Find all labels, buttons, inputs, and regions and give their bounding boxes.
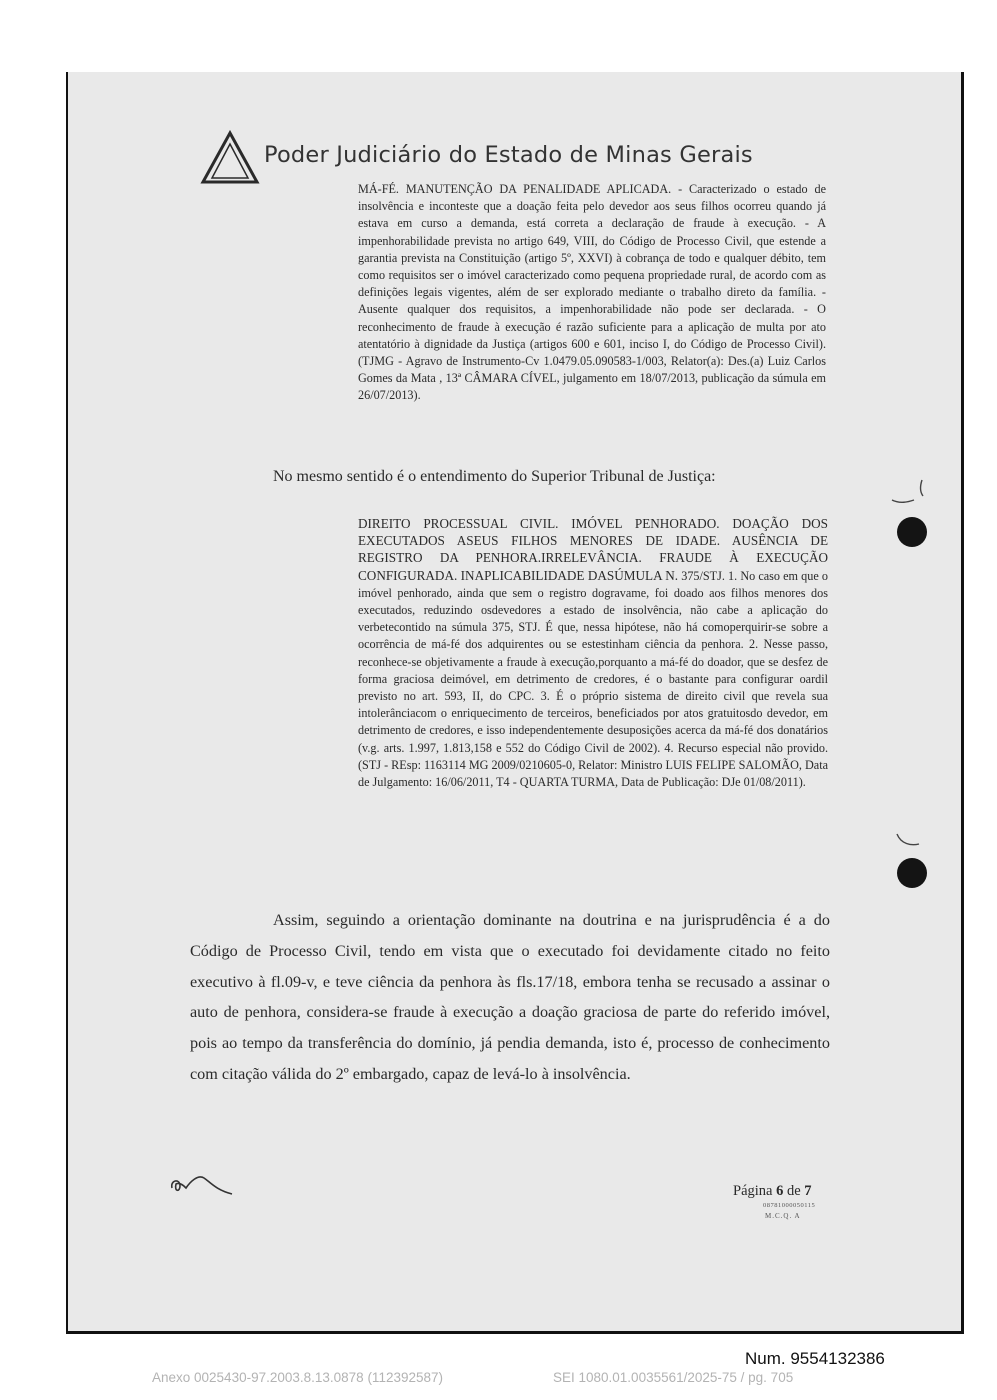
lead-sentence: No mesmo sentido é o entendimento do Superior Tribunal de Justiça: bbox=[273, 468, 716, 485]
page-prefix: Página bbox=[733, 1183, 777, 1199]
page-number bbox=[733, 1183, 812, 1200]
punch-hole-top bbox=[897, 517, 927, 547]
page-current: 6 bbox=[776, 1183, 784, 1199]
court-name: Poder Judiciário do Estado de Minas Gerais bbox=[264, 142, 753, 168]
reference-initials: M.C.Q. A bbox=[765, 1212, 801, 1220]
quote-heading: DIREITO PROCESSUAL CIVIL. IMÓVEL PENHORADO. DOAÇÃO DOS EXECUTADOS ASEUS FILHOS MENORES DE IDADE. AUSÊNCIA DE REGISTRO DA PENHORA.IRRELEVÂNCIA. FRAUDE À EXECUÇÃO CONFIGURADA. INAPLICABILIDADE DASÚMULA N. bbox=[358, 516, 828, 583]
page-total: 7 bbox=[804, 1183, 812, 1199]
margin-mark-icon bbox=[890, 478, 930, 508]
signature-icon bbox=[168, 1168, 238, 1198]
punch-hole-bottom bbox=[897, 858, 927, 888]
quote-body: 375/STJ. 1. No caso em que o imóvel penhorado, ainda que sem o registro dogravame, foi doado aos filhos menores dos executados, reduzindo osdevedores a estado de insolvência, não cabe a aplicação do verbetecontido na súmula 375, STJ. É que, nessa hipótese, não há comoperquirir-se sobre a ocorrência de má-fé dos adquirentes ou se estestinham ciência da penhora. 2. Nesse passo, reconhece-se objetivamente a fraude à execução,porquanto a má-fé do doador, que se desfez de forma graciosa deimóvel, em detrimento de credores, é o bastante para configurar oardil previsto no art. 593, II, do CPC. 3. É o próprio sistema de direito civil que revela sua intolerânciacom o enriquecimento de terceiros, beneficiados por atos gratuitosdo devedor, em detrimento de credores, e isso independentemente desuposições acerca da má-fé dos donatários (v.g. arts. 1.997, 1.813,158 e 552 do Código Civil de 2002). 4. Recurso especial não provido. (STJ - REsp: 1163114 MG 2009/0210605-0, Relator: Ministro LUIS FELIPE SALOMÃO, Data de Julgamento: 16/06/2011, T4 - QUARTA TURMA, Data de Publicação: DJe 01/08/2011). bbox=[358, 568, 829, 790]
reference-code: 08781000050115 bbox=[763, 1202, 816, 1209]
margin-mark-icon bbox=[895, 828, 925, 850]
page-middle: de bbox=[783, 1183, 805, 1199]
main-paragraph: Assim, seguindo a orientação dominante na doutrina e na jurisprudência é a do Código de Processo Civil, tendo em vista que o executado foi devidamente citado no feito executivo à fl.09-v, e teve ciência da penhora às fls.17/18, embora tenha se recusado a assinar o auto de penhora, considera-se fraude à execução a doação graciosa de parte do referido imóvel, pois ao tempo da transferência do domínio, já pendia demanda, isto é, processo de conhecimento com citação válida do 2º embargado, capaz de levá-lo à insolvência. bbox=[190, 911, 830, 1083]
footer-attachment: Anexo 0025430-97.2003.8.13.0878 (112392587) bbox=[152, 1370, 444, 1385]
document-number: Num. 9554132386 bbox=[745, 1349, 885, 1368]
court-triangle-logo-icon bbox=[200, 130, 260, 185]
footer-sei-reference: SEI 1080.01.0035561/2025-75 / pg. 705 bbox=[553, 1370, 794, 1385]
jurisprudence-quote-stj bbox=[358, 516, 828, 791]
jurisprudence-quote-tjmg: MÁ-FÉ. MANUTENÇÃO DA PENALIDADE APLICADA. - Caracterizado o estado de insolvência e inconteste que a doação feita pelo devedor aos seus filhos ocorreu quando já estava em curso a demanda, está correta a declaração de fraude à execução. - A impenhorabilidade prevista no artigo 649, VIII, do Código de Processo Civil, que estende a garantia prevista na Constituição (artigo 5º, XXVI) à cobrança de todo e qualquer débito, tem como requisitos ser o imóvel caracterizado como pequena propriedade rural, de acordo com as definições legais vigentes, além de ser explorado mediante o trabalho direto da família. - Ausente qualquer dos requisitos, a impenhorabilidade não pode ser declarada. - O reconhecimento de fraude à execução é razão suficiente para a aplicação de multa por ato atentatório à dignidade da Justiça (artigos 600 e 601, inciso I, do Código de Processo Civil). (TJMG - Agravo de Instrumento-Cv 1.0479.05.090583-1/003, Relator(a): Des.(a) Luiz Carlos Gomes da Mata , 13ª CÂMARA CÍVEL, julgamento em 18/07/2013, publicação da súmula em 26/07/2013). bbox=[358, 182, 826, 403]
